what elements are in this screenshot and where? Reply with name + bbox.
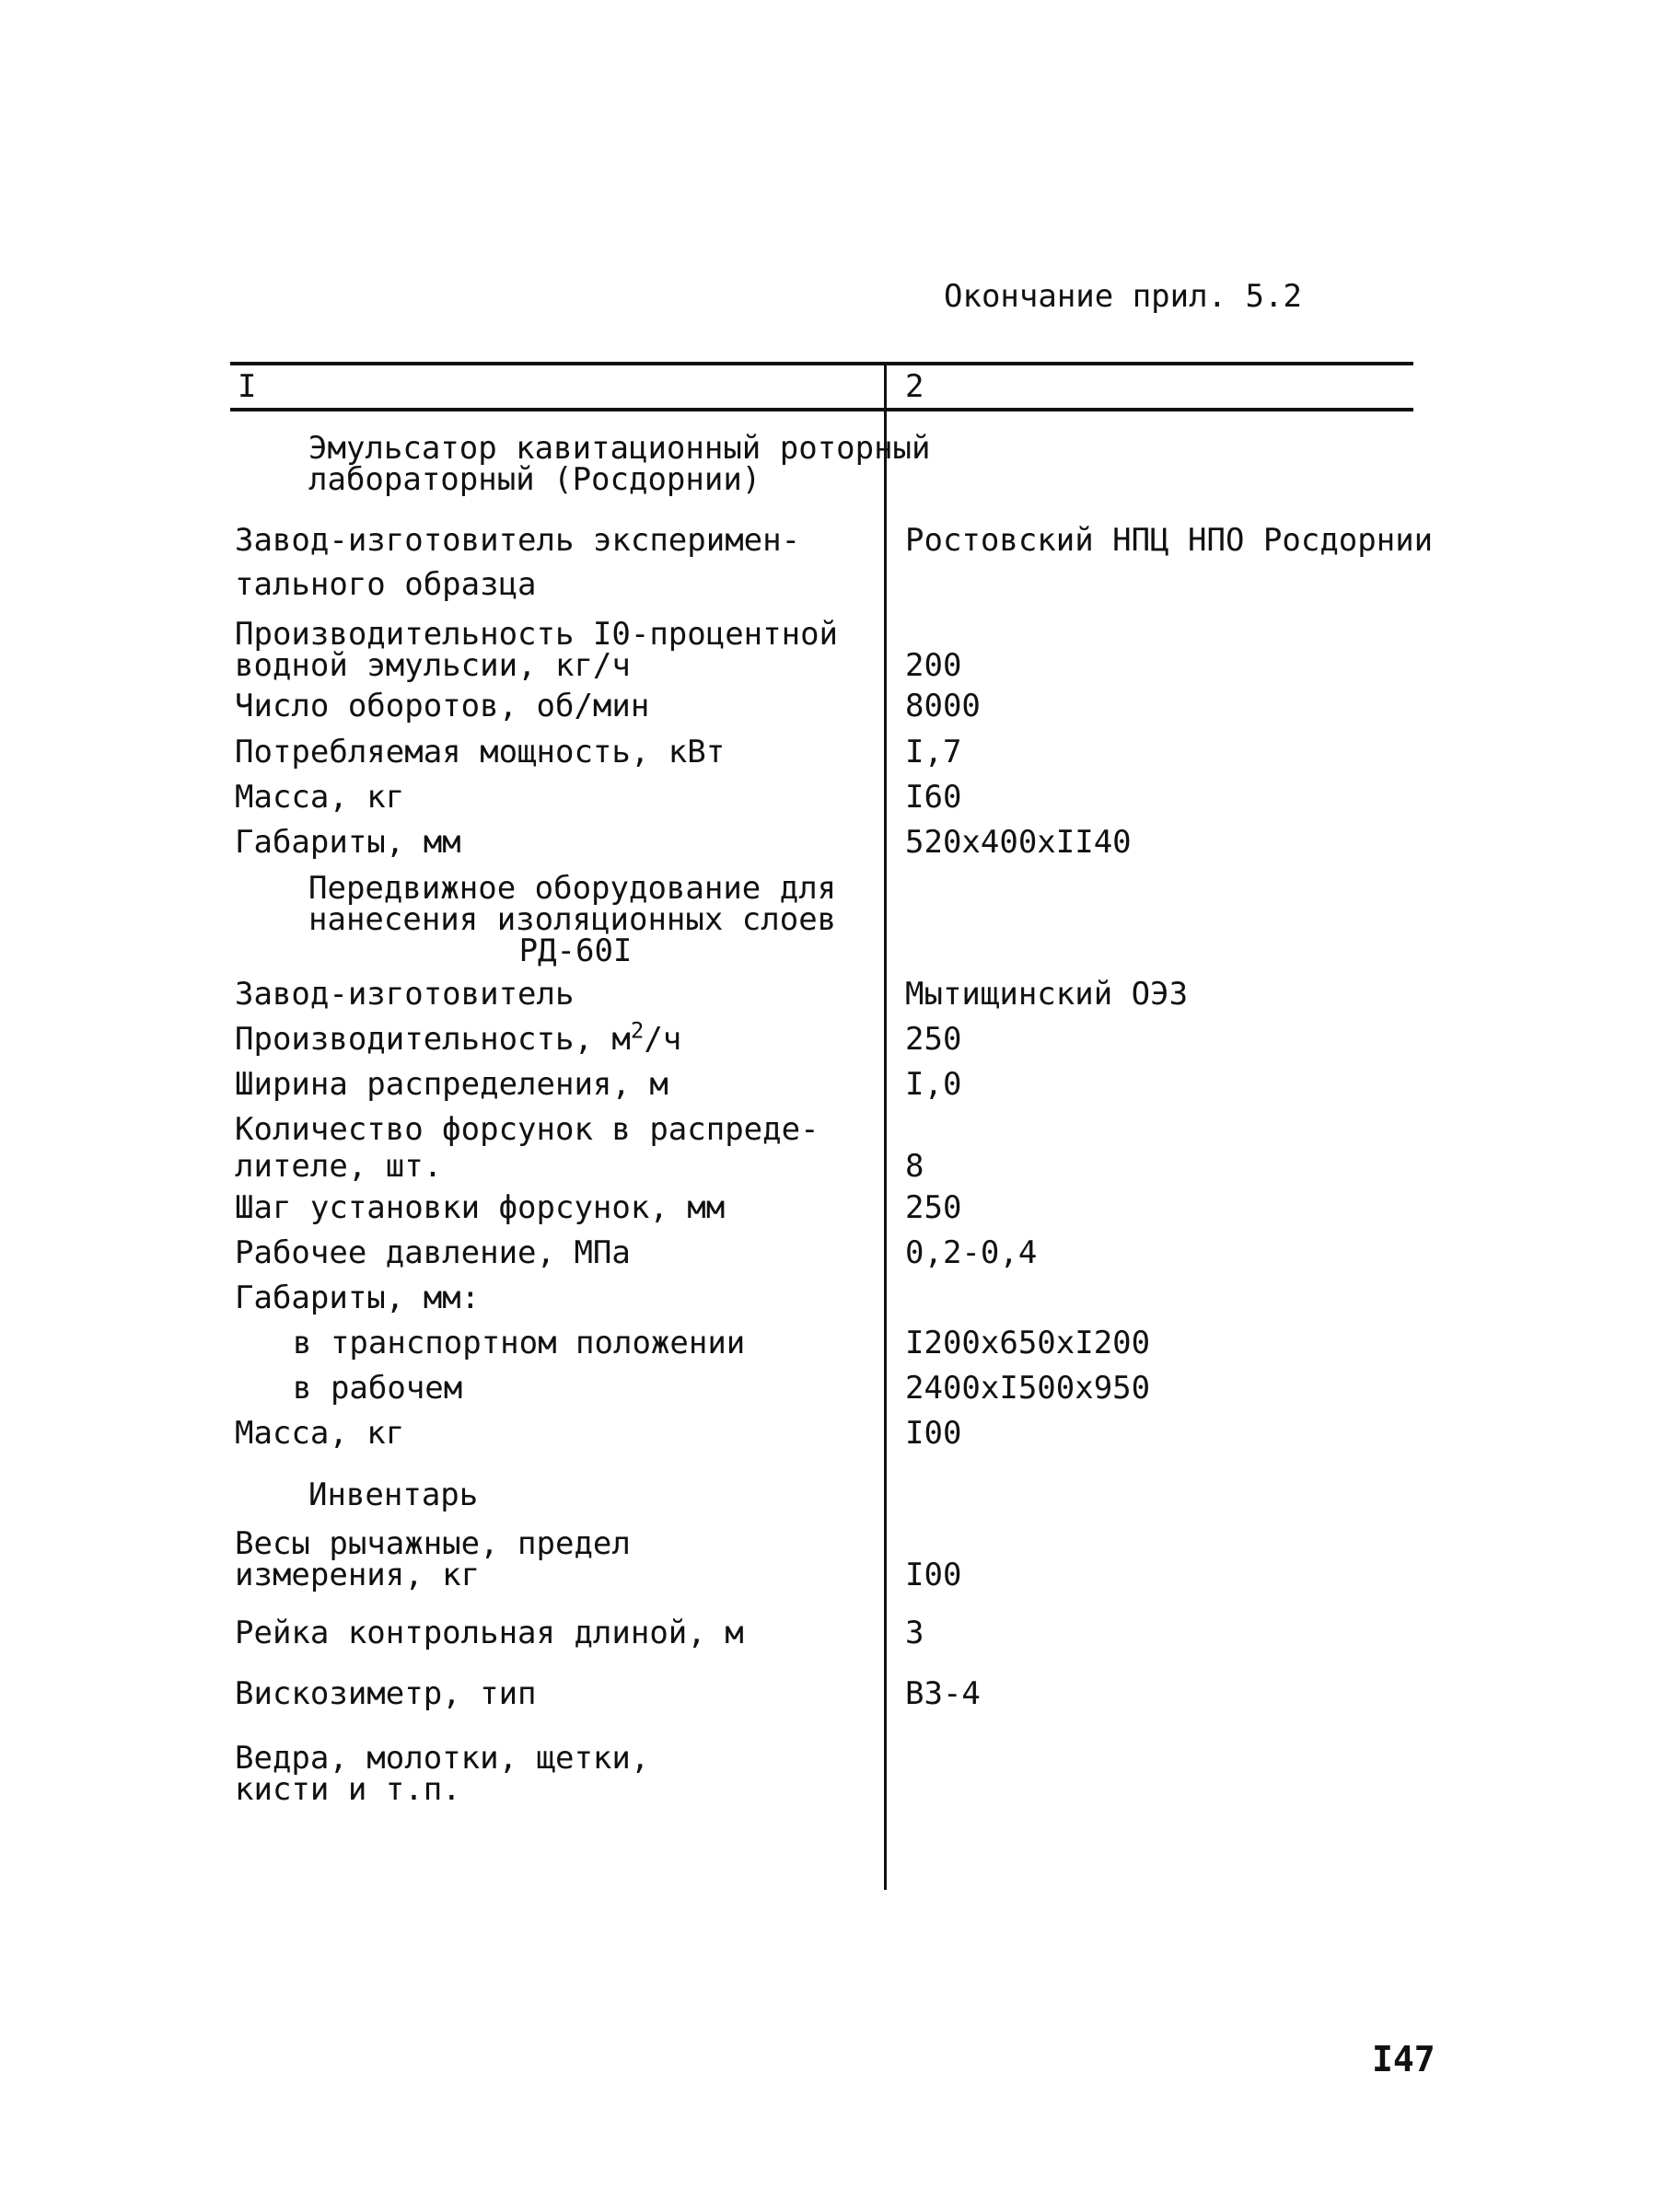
- column-number-2: 2: [905, 368, 924, 405]
- row-label-line: в рабочем: [293, 1370, 463, 1407]
- row-label: [293, 1370, 928, 1407]
- row-label: [235, 1066, 870, 1103]
- row-label-line: Количество форсунок в распреде-: [235, 1111, 819, 1148]
- row-label: [308, 870, 953, 969]
- row-label-line: Габариты, мм: [235, 824, 461, 861]
- row-label: [235, 1740, 870, 1808]
- row-value: 8: [905, 1148, 924, 1185]
- row-label-line: Вискозиметр, тип: [235, 1675, 537, 1712]
- row-label-line: Передвижное оборудование для: [308, 870, 837, 907]
- row-label-line: Весы рычажные, предел: [235, 1525, 631, 1562]
- row-value: 250: [905, 1189, 962, 1226]
- row-label: [235, 976, 870, 1013]
- row-label-line: Эмульсатор кавитационный роторный: [308, 430, 931, 467]
- row-label: [235, 1525, 870, 1593]
- row-label: [235, 824, 870, 861]
- row-label: [235, 1282, 870, 1314]
- row-label-line: Габариты, мм:: [235, 1280, 481, 1316]
- row-label-line: Шаг установки форсунок, мм: [235, 1189, 726, 1226]
- row-label: [308, 1479, 953, 1511]
- row-label-line: Рабочее давление, МПа: [235, 1234, 631, 1271]
- column-divider: [884, 362, 887, 1890]
- row-label-line: Рейка контрольная длиной, м: [235, 1615, 744, 1651]
- row-label: [235, 522, 870, 603]
- row-value: Мытищинский ОЭЗ: [905, 976, 1189, 1013]
- row-value: 520x400xII40: [905, 824, 1132, 861]
- row-label: [293, 1327, 928, 1359]
- row-label: [235, 1675, 870, 1712]
- row-label-line: РД-60I: [518, 932, 633, 969]
- table-header-rule: [230, 408, 1413, 411]
- column-number-1: I: [238, 368, 257, 405]
- row-label-line: Ширина распределения, м: [235, 1066, 668, 1103]
- row-value: 200: [905, 647, 962, 684]
- row-label-line: в транспортном положении: [293, 1325, 746, 1361]
- row-value: I,0: [905, 1066, 962, 1103]
- row-label-text: Производительность, м: [235, 1021, 631, 1058]
- row-label: [235, 1415, 870, 1452]
- row-label: [235, 616, 870, 684]
- page-number: I47: [1372, 2039, 1435, 2079]
- appendix-continuation-note: Окончание прил. 5.2: [944, 278, 1302, 315]
- row-label-line: Инвентарь: [308, 1477, 479, 1513]
- row-label: [235, 736, 870, 768]
- row-value: I60: [905, 779, 962, 816]
- row-label: [235, 1617, 870, 1649]
- row-label: [235, 1189, 870, 1226]
- row-label: [235, 1111, 870, 1185]
- row-label: [308, 430, 953, 498]
- row-value: ВЗ-4: [905, 1675, 981, 1712]
- row-label-line: Ведра, молотки, щетки,: [235, 1740, 650, 1777]
- row-value: 2400xI500x950: [905, 1370, 1151, 1407]
- row-label-line: лителе, шт.: [235, 1148, 443, 1185]
- row-label: [235, 1017, 870, 1058]
- row-label-text: /ч: [644, 1021, 682, 1058]
- row-label-line: лабораторный (Росдорнии): [308, 461, 761, 498]
- row-label: [235, 690, 870, 722]
- row-label-line: Потребляемая мощность, кВт: [235, 734, 726, 770]
- row-value: 8000: [905, 688, 981, 724]
- row-label-line: Завод-изготовитель: [235, 976, 575, 1013]
- row-label-line: кисти и т.п.: [235, 1771, 461, 1808]
- row-label-line: измерения, кг: [235, 1557, 481, 1593]
- row-label-line: Производительность I0-процентной: [235, 616, 839, 653]
- row-label-line: Масса, кг: [235, 779, 405, 816]
- row-label-line: Завод-изготовитель эксперимен-: [235, 522, 801, 559]
- table-top-rule: [230, 362, 1413, 365]
- row-value: 3: [905, 1615, 924, 1651]
- row-label-line: тального образца: [235, 566, 537, 603]
- row-label-line: водной эмульсии, кг/ч: [235, 647, 631, 684]
- row-value: 0,2-0,4: [905, 1234, 1038, 1271]
- row-value: Ростовский НПЦ НПО Росдорнии: [905, 522, 1434, 559]
- row-value: I00: [905, 1415, 962, 1452]
- row-label-superscript: 2: [630, 1017, 645, 1044]
- row-value: I,7: [905, 734, 962, 770]
- row-value: 250: [905, 1021, 962, 1058]
- row-label: [235, 1234, 870, 1271]
- row-label-line: Число оборотов, об/мин: [235, 688, 650, 724]
- row-value: I00: [905, 1557, 962, 1593]
- row-label-line: Масса, кг: [235, 1415, 405, 1452]
- row-label: [235, 779, 870, 816]
- row-value: I200x650xI200: [905, 1325, 1151, 1361]
- row-label-line: нанесения изоляционных слоев: [308, 901, 837, 938]
